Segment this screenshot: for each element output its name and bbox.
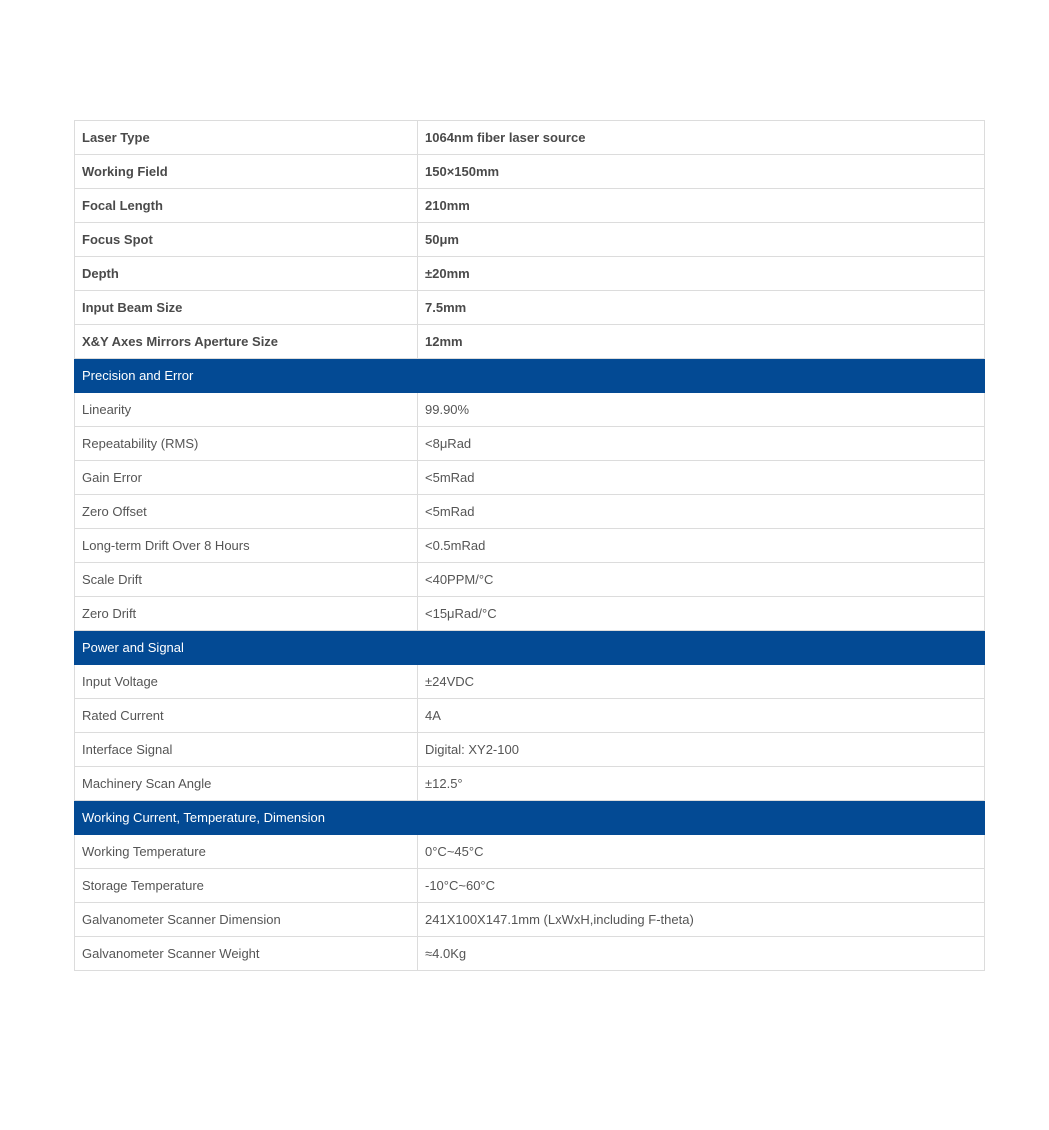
spec-row-gain-error xyxy=(75,461,985,495)
spec-row-working-field xyxy=(75,155,985,189)
spec-label: Rated Current xyxy=(75,699,418,733)
spec-row-linearity xyxy=(75,393,985,427)
spec-value: 12mm xyxy=(418,325,985,359)
spec-value: 50μm xyxy=(418,223,985,257)
spec-label: Scale Drift xyxy=(75,563,418,597)
spec-row-repeatability xyxy=(75,427,985,461)
spec-label: Repeatability (RMS) xyxy=(75,427,418,461)
spec-value: -10°C~60°C xyxy=(418,869,985,903)
spec-label: Focus Spot xyxy=(75,223,418,257)
spec-label: Depth xyxy=(75,257,418,291)
spec-table-body xyxy=(75,121,985,971)
spec-label: Input Beam Size xyxy=(75,291,418,325)
spec-label: Working Field xyxy=(75,155,418,189)
spec-value: <5mRad xyxy=(418,495,985,529)
spec-value: <8μRad xyxy=(418,427,985,461)
spec-label: Zero Drift xyxy=(75,597,418,631)
spec-label: Laser Type xyxy=(75,121,418,155)
spec-value: <40PPM/°C xyxy=(418,563,985,597)
spec-value: <5mRad xyxy=(418,461,985,495)
spec-row-scale-drift xyxy=(75,563,985,597)
spec-value: Digital: XY2-100 xyxy=(418,733,985,767)
spec-value: ±20mm xyxy=(418,257,985,291)
spec-label: Storage Temperature xyxy=(75,869,418,903)
spec-label: Focal Length xyxy=(75,189,418,223)
spec-row-working-temperature xyxy=(75,835,985,869)
spec-value: 241X100X147.1mm (LxWxH,including F-theta) xyxy=(418,903,985,937)
spec-value: 7.5mm xyxy=(418,291,985,325)
section-header-working xyxy=(75,801,985,835)
spec-label: Machinery Scan Angle xyxy=(75,767,418,801)
spec-row-scanner-weight xyxy=(75,937,985,971)
spec-row-depth xyxy=(75,257,985,291)
spec-label: X&Y Axes Mirrors Aperture Size xyxy=(75,325,418,359)
spec-label: Working Temperature xyxy=(75,835,418,869)
section-title: Power and Signal xyxy=(75,631,985,665)
spec-row-zero-offset xyxy=(75,495,985,529)
spec-row-input-voltage xyxy=(75,665,985,699)
spec-value: ±24VDC xyxy=(418,665,985,699)
spec-row-scanner-dimension xyxy=(75,903,985,937)
spec-value: <0.5mRad xyxy=(418,529,985,563)
spec-value: ≈4.0Kg xyxy=(418,937,985,971)
spec-label: Galvanometer Scanner Dimension xyxy=(75,903,418,937)
spec-label: Zero Offset xyxy=(75,495,418,529)
section-title: Precision and Error xyxy=(75,359,985,393)
spec-row-focus-spot xyxy=(75,223,985,257)
spec-value: 0°C~45°C xyxy=(418,835,985,869)
spec-value: 210mm xyxy=(418,189,985,223)
spec-value: <15μRad/°C xyxy=(418,597,985,631)
spec-label: Input Voltage xyxy=(75,665,418,699)
section-header-power xyxy=(75,631,985,665)
spec-label: Gain Error xyxy=(75,461,418,495)
spec-row-mirror-aperture xyxy=(75,325,985,359)
spec-row-zero-drift xyxy=(75,597,985,631)
spec-label: Long-term Drift Over 8 Hours xyxy=(75,529,418,563)
spec-table xyxy=(74,120,985,971)
spec-value: 150×150mm xyxy=(418,155,985,189)
spec-label: Linearity xyxy=(75,393,418,427)
spec-row-rated-current xyxy=(75,699,985,733)
spec-value: 99.90% xyxy=(418,393,985,427)
spec-row-interface-signal xyxy=(75,733,985,767)
spec-row-focal-length xyxy=(75,189,985,223)
spec-value: 1064nm fiber laser source xyxy=(418,121,985,155)
section-title: Working Current, Temperature, Dimension xyxy=(75,801,985,835)
spec-label: Interface Signal xyxy=(75,733,418,767)
spec-row-input-beam-size xyxy=(75,291,985,325)
spec-label: Galvanometer Scanner Weight xyxy=(75,937,418,971)
section-header-precision xyxy=(75,359,985,393)
spec-value: 4A xyxy=(418,699,985,733)
spec-value: ±12.5° xyxy=(418,767,985,801)
spec-row-laser-type xyxy=(75,121,985,155)
spec-row-storage-temperature xyxy=(75,869,985,903)
spec-row-scan-angle xyxy=(75,767,985,801)
spec-row-long-term-drift xyxy=(75,529,985,563)
